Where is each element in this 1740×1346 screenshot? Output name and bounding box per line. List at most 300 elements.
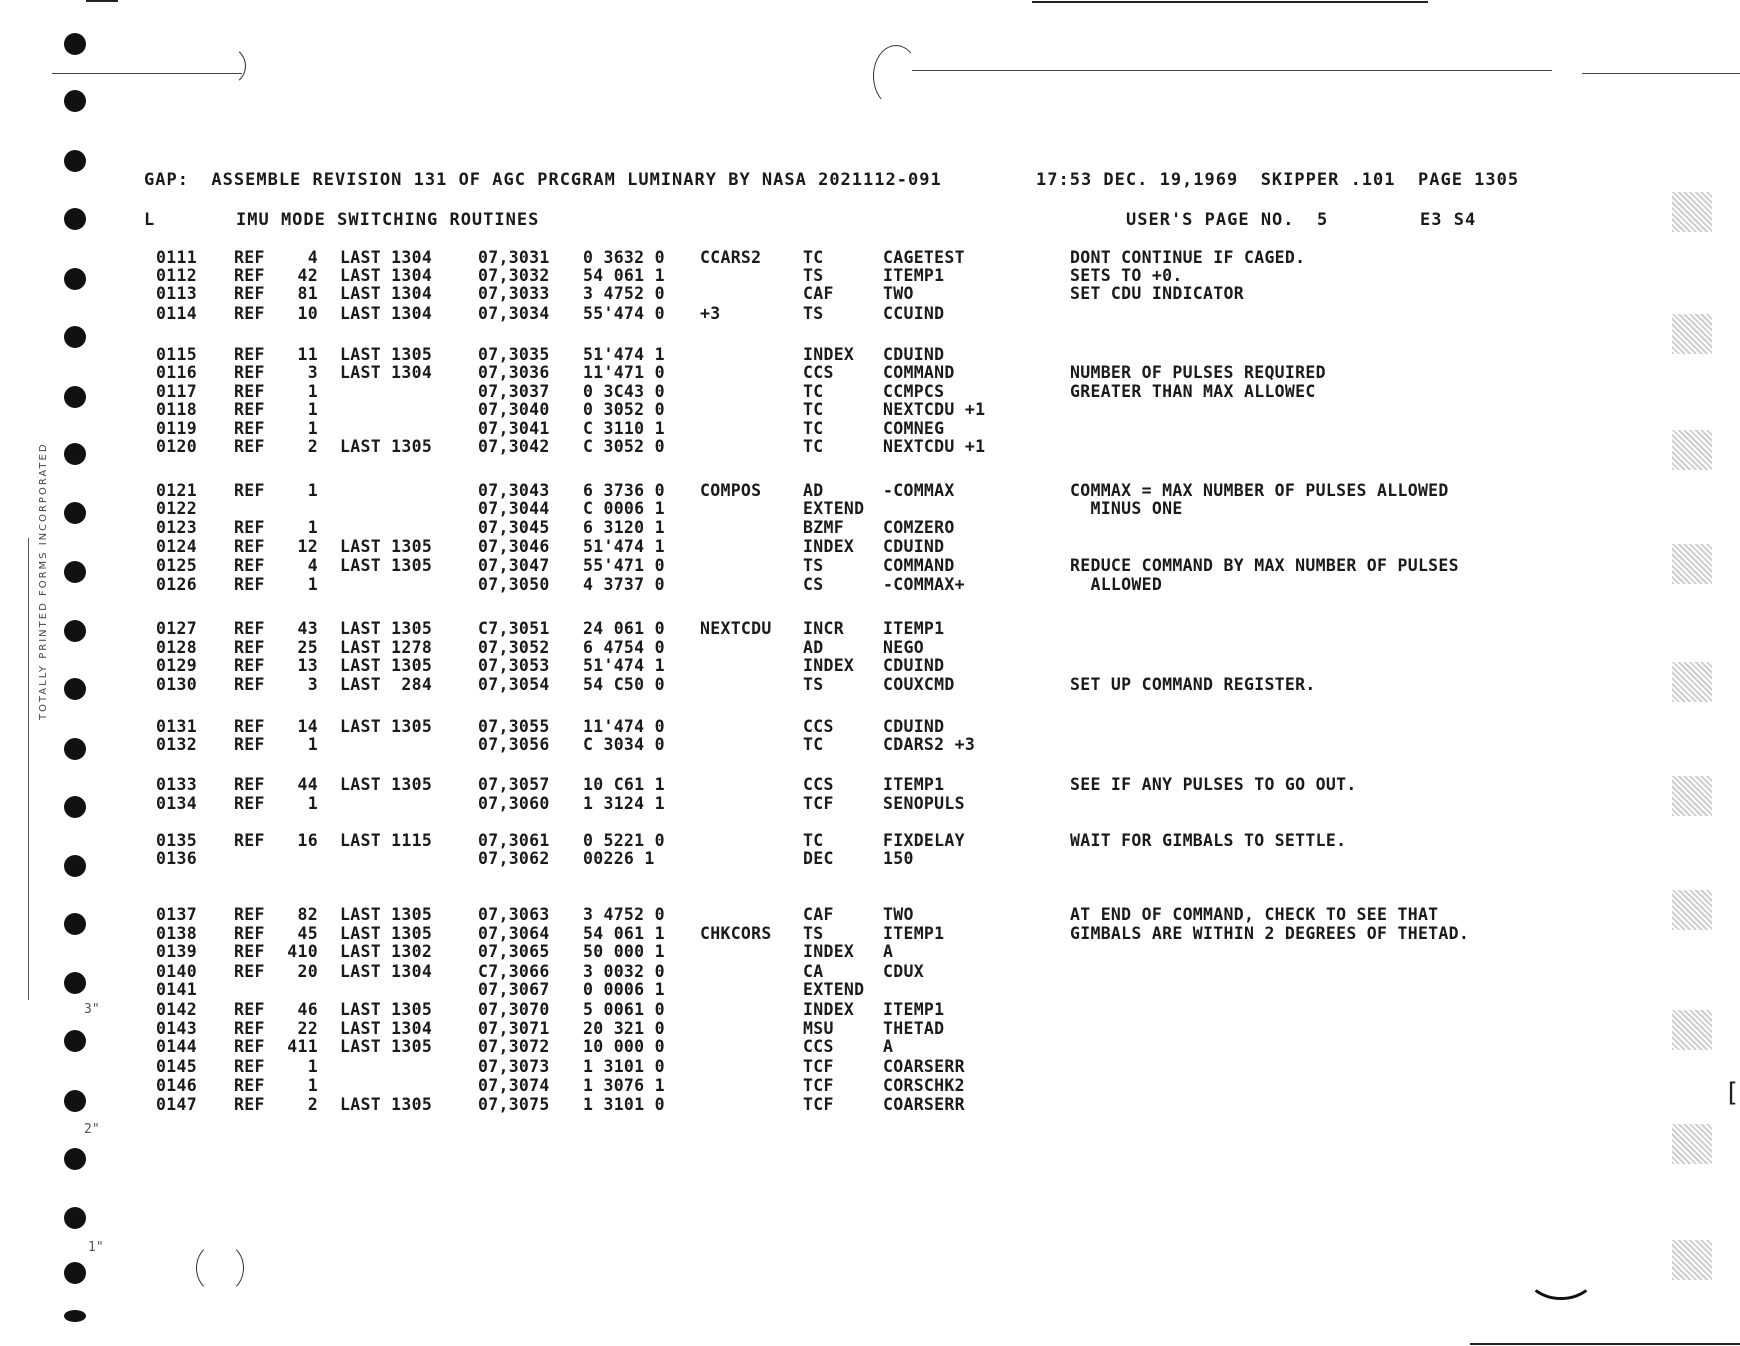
listing-op: TC	[803, 248, 824, 267]
listing-op: EXTEND	[803, 499, 865, 518]
listing-no: 0141	[156, 980, 197, 999]
listing-operand: ITEMP1	[883, 1000, 945, 1019]
listing-no: 0147	[156, 1095, 197, 1114]
listing-cnt: 2	[307, 437, 318, 456]
listing-op: TS	[803, 266, 824, 285]
listing-addr: 07,3057	[478, 775, 550, 794]
listing-op: TC	[803, 437, 824, 456]
listing-code: 3 4752 0	[583, 284, 665, 303]
listing-no: 0121	[156, 481, 197, 500]
listing-code: 54 C50 0	[583, 675, 665, 694]
listing-last: LAST 1305	[340, 656, 433, 675]
listing-code: 50 000 1	[583, 942, 665, 961]
feed-hole	[64, 502, 86, 524]
listing-cnt: 2	[307, 1095, 318, 1114]
listing-operand: NEXTCDU +1	[883, 437, 986, 456]
listing-operand: CCUIND	[883, 304, 945, 323]
listing-addr: 07,3065	[478, 942, 550, 961]
fold-arc-left	[200, 45, 246, 87]
fold-line-center	[912, 70, 1552, 71]
listing-ref: REF	[234, 794, 265, 813]
listing-op: TC	[803, 831, 824, 850]
listing-cnt: 411	[287, 1037, 318, 1056]
listing-ref: REF	[234, 735, 265, 754]
feed-hole	[64, 738, 86, 760]
listing-op: TS	[803, 556, 824, 575]
listing-op: CCS	[803, 363, 834, 382]
listing-no: 0129	[156, 656, 197, 675]
listing-code: C 3052 0	[583, 437, 665, 456]
listing-addr: 07,3056	[478, 735, 550, 754]
listing-cnt: 1	[307, 794, 318, 813]
listing-code: 3 0032 0	[583, 962, 665, 981]
listing-comment: NUMBER OF PULSES REQUIRED	[1070, 363, 1326, 382]
listing-ref: REF	[234, 1095, 265, 1114]
listing-ref: REF	[234, 518, 265, 537]
listing-ref: REF	[234, 638, 265, 657]
listing-ref: REF	[234, 575, 265, 594]
listing-ref: REF	[234, 962, 265, 981]
listing-last: LAST 1305	[340, 1037, 433, 1056]
listing-no: 0127	[156, 619, 197, 638]
listing-no: 0123	[156, 518, 197, 537]
listing-last: LAST 284	[340, 675, 433, 694]
listing-addr: 07,3067	[478, 980, 550, 999]
listing-addr: 07,3052	[478, 638, 550, 657]
listing-last: LAST 1304	[340, 248, 433, 267]
listing-no: 0126	[156, 575, 197, 594]
listing-label: CCARS2	[700, 248, 762, 267]
listing-addr: 07,3047	[478, 556, 550, 575]
listing-no: 0146	[156, 1076, 197, 1095]
listing-header-timestamp: 17:53 DEC. 19,1969 SKIPPER .101 PAGE 1305	[1036, 170, 1520, 190]
listing-cnt: 1	[307, 400, 318, 419]
listing-operand: ITEMP1	[883, 619, 945, 638]
listing-last: LAST 1305	[340, 556, 433, 575]
listing-no: 0112	[156, 266, 197, 285]
listing-operand: CORSCHK2	[883, 1076, 965, 1095]
listing-op: CS	[803, 575, 824, 594]
listing-op: TC	[803, 735, 824, 754]
listing-ref: REF	[234, 363, 265, 382]
listing-label: +3	[700, 304, 721, 323]
listing-operand: -COMMAX	[883, 481, 955, 500]
section-title: IMU MODE SWITCHING ROUTINES	[236, 210, 540, 230]
listing-no: 0130	[156, 675, 197, 694]
listing-no: 0138	[156, 924, 197, 943]
listing-code: C 0006 1	[583, 499, 665, 518]
listing-no: 0140	[156, 962, 197, 981]
feed-hole	[64, 326, 86, 348]
listing-cnt: 22	[297, 1019, 318, 1038]
listing-no: 0132	[156, 735, 197, 754]
listing-cnt: 4	[307, 248, 318, 267]
listing-code: 10 000 0	[583, 1037, 665, 1056]
listing-no: 0113	[156, 284, 197, 303]
listing-comment: GREATER THAN MAX ALLOWEC	[1070, 382, 1316, 401]
listing-comment: GIMBALS ARE WITHIN 2 DEGREES OF THETAD.	[1070, 924, 1470, 943]
listing-last: LAST 1304	[340, 962, 433, 981]
listing-ref: REF	[234, 1019, 265, 1038]
scan-artifact	[1672, 192, 1712, 232]
listing-op: DEC	[803, 849, 834, 868]
listing-addr: 07,3063	[478, 905, 550, 924]
listing-no: 0135	[156, 831, 197, 850]
fold-line-right	[1582, 73, 1740, 74]
listing-code: 1 3101 0	[583, 1095, 665, 1114]
scan-artifact	[1672, 776, 1712, 816]
listing-operand: COUXCMD	[883, 675, 955, 694]
listing-code: 6 4754 0	[583, 638, 665, 657]
feed-hole	[64, 972, 86, 994]
listing-addr: 07,3037	[478, 382, 550, 401]
listing-ref: REF	[234, 400, 265, 419]
listing-last: LAST 1304	[340, 266, 433, 285]
feed-hole	[64, 90, 86, 112]
listing-last: LAST 1305	[340, 437, 433, 456]
listing-last: LAST 1305	[340, 717, 433, 736]
listing-no: 0136	[156, 849, 197, 868]
scan-artifact	[1672, 1124, 1712, 1164]
feed-hole	[64, 1090, 86, 1112]
listing-op: INCR	[803, 619, 844, 638]
listing-addr: 07,3054	[478, 675, 550, 694]
bottom-rule-right	[1470, 1343, 1740, 1345]
listing-no: 0144	[156, 1037, 197, 1056]
listing-no: 0117	[156, 382, 197, 401]
listing-cnt: 1	[307, 481, 318, 500]
listing-comment: REDUCE COMMAND BY MAX NUMBER OF PULSES	[1070, 556, 1459, 575]
listing-cnt: 25	[297, 638, 318, 657]
listing-code: 1 3124 1	[583, 794, 665, 813]
listing-addr: 07,3075	[478, 1095, 550, 1114]
listing-addr: 07,3033	[478, 284, 550, 303]
listing-addr: 07,3031	[478, 248, 550, 267]
listing-no: 0114	[156, 304, 197, 323]
listing-cnt: 1	[307, 382, 318, 401]
feed-hole	[64, 1310, 86, 1322]
listing-ref: REF	[234, 1000, 265, 1019]
listing-last: LAST 1305	[340, 775, 433, 794]
listing-cnt: 1	[307, 518, 318, 537]
listing-code: 0 5221 0	[583, 831, 665, 850]
listing-addr: 07,3070	[478, 1000, 550, 1019]
listing-cnt: 45	[297, 924, 318, 943]
listing-op: BZMF	[803, 518, 844, 537]
listing-last: LAST 1304	[340, 363, 433, 382]
listing-op: CCS	[803, 1037, 834, 1056]
top-rule-right	[1032, 1, 1428, 3]
listing-last: LAST 1302	[340, 942, 433, 961]
listing-op: TCF	[803, 1095, 834, 1114]
listing-op: CAF	[803, 905, 834, 924]
scan-artifact	[1672, 544, 1712, 584]
scan-artifact	[1672, 430, 1712, 470]
listing-code: 3 4752 0	[583, 905, 665, 924]
listing-code: 00226 1	[583, 849, 655, 868]
listing-code: 1 3101 0	[583, 1057, 665, 1076]
listing-operand: FIXDELAY	[883, 831, 965, 850]
listing-comment: MINUS ONE	[1070, 499, 1183, 518]
sheet-id: E3 S4	[1420, 210, 1477, 230]
listing-comment: SET UP COMMAND REGISTER.	[1070, 675, 1316, 694]
listing-code: 51'474 1	[583, 656, 665, 675]
listing-ref: REF	[234, 556, 265, 575]
listing-addr: 07,3041	[478, 419, 550, 438]
listing-ref: REF	[234, 419, 265, 438]
listing-ref: REF	[234, 1037, 265, 1056]
feed-hole	[64, 620, 86, 642]
listing-addr: 07,3064	[478, 924, 550, 943]
listing-last: LAST 1304	[340, 284, 433, 303]
listing-last: LAST 1305	[340, 905, 433, 924]
listing-addr: 07,3071	[478, 1019, 550, 1038]
listing-code: 5 0061 0	[583, 1000, 665, 1019]
fold-arc-bottom-right	[1526, 1250, 1596, 1300]
listing-cnt: 13	[297, 656, 318, 675]
listing-operand: COARSERR	[883, 1095, 965, 1114]
listing-operand: CDARS2 +3	[883, 735, 976, 754]
listing-addr: C7,3051	[478, 619, 550, 638]
listing-operand: COARSERR	[883, 1057, 965, 1076]
listing-code: 10 C61 1	[583, 775, 665, 794]
listing-operand: NEXTCDU +1	[883, 400, 986, 419]
listing-cnt: 1	[307, 1057, 318, 1076]
listing-header-title: GAP: ASSEMBLE REVISION 131 OF AGC PRCGRAM LUMINARY BY NASA 2021112-091	[144, 170, 942, 190]
listing-ref: REF	[234, 537, 265, 556]
listing-code: 51'474 1	[583, 537, 665, 556]
listing-op: CCS	[803, 717, 834, 736]
listing-op: TC	[803, 382, 824, 401]
listing-ref: REF	[234, 266, 265, 285]
listing-ref: REF	[234, 481, 265, 500]
listing-no: 0131	[156, 717, 197, 736]
listing-addr: 07,3040	[478, 400, 550, 419]
listing-ref: REF	[234, 345, 265, 364]
listing-last: LAST 1305	[340, 345, 433, 364]
listing-op: TS	[803, 304, 824, 323]
listing-code: C 3034 0	[583, 735, 665, 754]
section-letter: L	[144, 210, 156, 230]
listing-no: 0120	[156, 437, 197, 456]
listing-operand: ITEMP1	[883, 266, 945, 285]
listing-comment: WAIT FOR GIMBALS TO SETTLE.	[1070, 831, 1347, 850]
scan-artifact	[1672, 890, 1712, 930]
feed-hole	[64, 1148, 86, 1170]
listing-ref: REF	[234, 775, 265, 794]
feed-hole	[64, 678, 86, 700]
listing-comment: SEE IF ANY PULSES TO GO OUT.	[1070, 775, 1357, 794]
listing-cnt: 16	[297, 831, 318, 850]
listing-op: CA	[803, 962, 824, 981]
listing-operand: CDUIND	[883, 537, 945, 556]
feed-hole	[64, 1030, 86, 1052]
listing-last: LAST 1305	[340, 619, 433, 638]
listing-ref: REF	[234, 942, 265, 961]
listing-ref: REF	[234, 304, 265, 323]
listing-last: LAST 1278	[340, 638, 433, 657]
listing-last: LAST 1115	[340, 831, 433, 850]
listing-op: INDEX	[803, 942, 855, 961]
listing-cnt: 42	[297, 266, 318, 285]
fold-arc-center	[873, 45, 919, 107]
feed-hole	[64, 443, 86, 465]
listing-op: MSU	[803, 1019, 834, 1038]
listing-addr: 07,3055	[478, 717, 550, 736]
listing-no: 0142	[156, 1000, 197, 1019]
listing-op: TCF	[803, 1076, 834, 1095]
listing-op: INDEX	[803, 1000, 855, 1019]
listing-op: INDEX	[803, 656, 855, 675]
listing-cnt: 4	[307, 556, 318, 575]
listing-ref: REF	[234, 437, 265, 456]
listing-addr: 07,3036	[478, 363, 550, 382]
listing-cnt: 1	[307, 419, 318, 438]
listing-no: 0145	[156, 1057, 197, 1076]
listing-op: TCF	[803, 1057, 834, 1076]
listing-operand: CCMPCS	[883, 382, 945, 401]
listing-addr: 07,3035	[478, 345, 550, 364]
listing-code: 4 3737 0	[583, 575, 665, 594]
listing-ref: REF	[234, 382, 265, 401]
listing-cnt: 3	[307, 675, 318, 694]
listing-ref: REF	[234, 717, 265, 736]
listing-ref: REF	[234, 675, 265, 694]
listing-cnt: 1	[307, 575, 318, 594]
listing-ref: REF	[234, 1076, 265, 1095]
listing-no: 0122	[156, 499, 197, 518]
listing-code: 54 061 1	[583, 266, 665, 285]
listing-code: 0 3052 0	[583, 400, 665, 419]
listing-last: LAST 1305	[340, 1000, 433, 1019]
listing-no: 0115	[156, 345, 197, 364]
listing-last: LAST 1305	[340, 924, 433, 943]
listing-operand: CDUX	[883, 962, 924, 981]
listing-addr: 07,3073	[478, 1057, 550, 1076]
listing-operand: CAGETEST	[883, 248, 965, 267]
listing-no: 0119	[156, 419, 197, 438]
listing-no: 0125	[156, 556, 197, 575]
fold-arc-bottom-left	[196, 1242, 244, 1294]
scan-artifact	[1672, 1010, 1712, 1050]
listing-operand: COMMAND	[883, 556, 955, 575]
listing-ref: REF	[234, 284, 265, 303]
users-page-number: USER'S PAGE NO. 5	[1126, 210, 1329, 230]
feed-hole	[64, 386, 86, 408]
listing-cnt: 14	[297, 717, 318, 736]
listing-cnt: 1	[307, 1076, 318, 1095]
listing-code: 1 3076 1	[583, 1076, 665, 1095]
listing-code: 11'474 0	[583, 717, 665, 736]
feed-hole	[64, 208, 86, 230]
listing-addr: 07,3050	[478, 575, 550, 594]
listing-op: CCS	[803, 775, 834, 794]
listing-addr: 07,3072	[478, 1037, 550, 1056]
listing-last: LAST 1304	[340, 1019, 433, 1038]
listing-no: 0118	[156, 400, 197, 419]
listing-addr: 07,3043	[478, 481, 550, 500]
listing-cnt: 12	[297, 537, 318, 556]
listing-operand: COMMAND	[883, 363, 955, 382]
margin-tick-label: 3"	[84, 1002, 100, 1017]
listing-comment: ALLOWED	[1070, 575, 1163, 594]
feed-hole	[64, 33, 86, 55]
listing-operand: CDUIND	[883, 717, 945, 736]
listing-addr: 07,3034	[478, 304, 550, 323]
listing-code: 24 061 0	[583, 619, 665, 638]
listing-no: 0137	[156, 905, 197, 924]
listing-label: CHKCORS	[700, 924, 772, 943]
listing-operand: TWO	[883, 905, 914, 924]
listing-addr: 07,3061	[478, 831, 550, 850]
listing-operand: THETAD	[883, 1019, 945, 1038]
listing-operand: SENOPULS	[883, 794, 965, 813]
listing-cnt: 3	[307, 363, 318, 382]
listing-no: 0124	[156, 537, 197, 556]
listing-op: TC	[803, 419, 824, 438]
listing-op: AD	[803, 638, 824, 657]
listing-operand: CDUIND	[883, 345, 945, 364]
listing-operand: A	[883, 1037, 894, 1056]
listing-op: INDEX	[803, 345, 855, 364]
feed-hole	[64, 561, 86, 583]
listing-code: 0 0006 1	[583, 980, 665, 999]
listing-cnt: 82	[297, 905, 318, 924]
listing-operand: COMZERO	[883, 518, 955, 537]
listing-code: 55'471 0	[583, 556, 665, 575]
scan-artifact	[1672, 314, 1712, 354]
listing-ref: REF	[234, 905, 265, 924]
listing-no: 0116	[156, 363, 197, 382]
listing-operand: 150	[883, 849, 914, 868]
feed-hole	[64, 1262, 86, 1284]
left-margin-line	[28, 538, 29, 1000]
listing-op: AD	[803, 481, 824, 500]
listing-addr: 07,3053	[478, 656, 550, 675]
listing-operand: ITEMP1	[883, 924, 945, 943]
listing-addr: 07,3045	[478, 518, 550, 537]
listing-cnt: 11	[297, 345, 318, 364]
margin-tick-label: 1"	[88, 1240, 104, 1255]
listing-comment: SET CDU INDICATOR	[1070, 284, 1244, 303]
listing-operand: ITEMP1	[883, 775, 945, 794]
scan-artifact	[1672, 662, 1712, 702]
listing-last: LAST 1305	[340, 537, 433, 556]
listing-ref: REF	[234, 924, 265, 943]
side-form-text: TOTALLY PRINTED FORMS INCORPORATED	[38, 442, 49, 720]
listing-label: NEXTCDU	[700, 619, 772, 638]
listing-code: 0 3632 0	[583, 248, 665, 267]
listing-cnt: 44	[297, 775, 318, 794]
listing-op: TCF	[803, 794, 834, 813]
listing-no: 0111	[156, 248, 197, 267]
listing-addr: 07,3062	[478, 849, 550, 868]
listing-no: 0133	[156, 775, 197, 794]
listing-code: 6 3120 1	[583, 518, 665, 537]
listing-op: INDEX	[803, 537, 855, 556]
feed-hole	[64, 855, 86, 877]
listing-ref: REF	[234, 619, 265, 638]
listing-addr: 07,3044	[478, 499, 550, 518]
listing-op: CAF	[803, 284, 834, 303]
listing-code: C 3110 1	[583, 419, 665, 438]
listing-operand: CDUIND	[883, 656, 945, 675]
margin-tick-label: 2"	[84, 1122, 100, 1137]
listing-code: 0 3C43 0	[583, 382, 665, 401]
listing-operand: -COMMAX+	[883, 575, 965, 594]
listing-addr: C7,3066	[478, 962, 550, 981]
listing-last: LAST 1305	[340, 1095, 433, 1114]
